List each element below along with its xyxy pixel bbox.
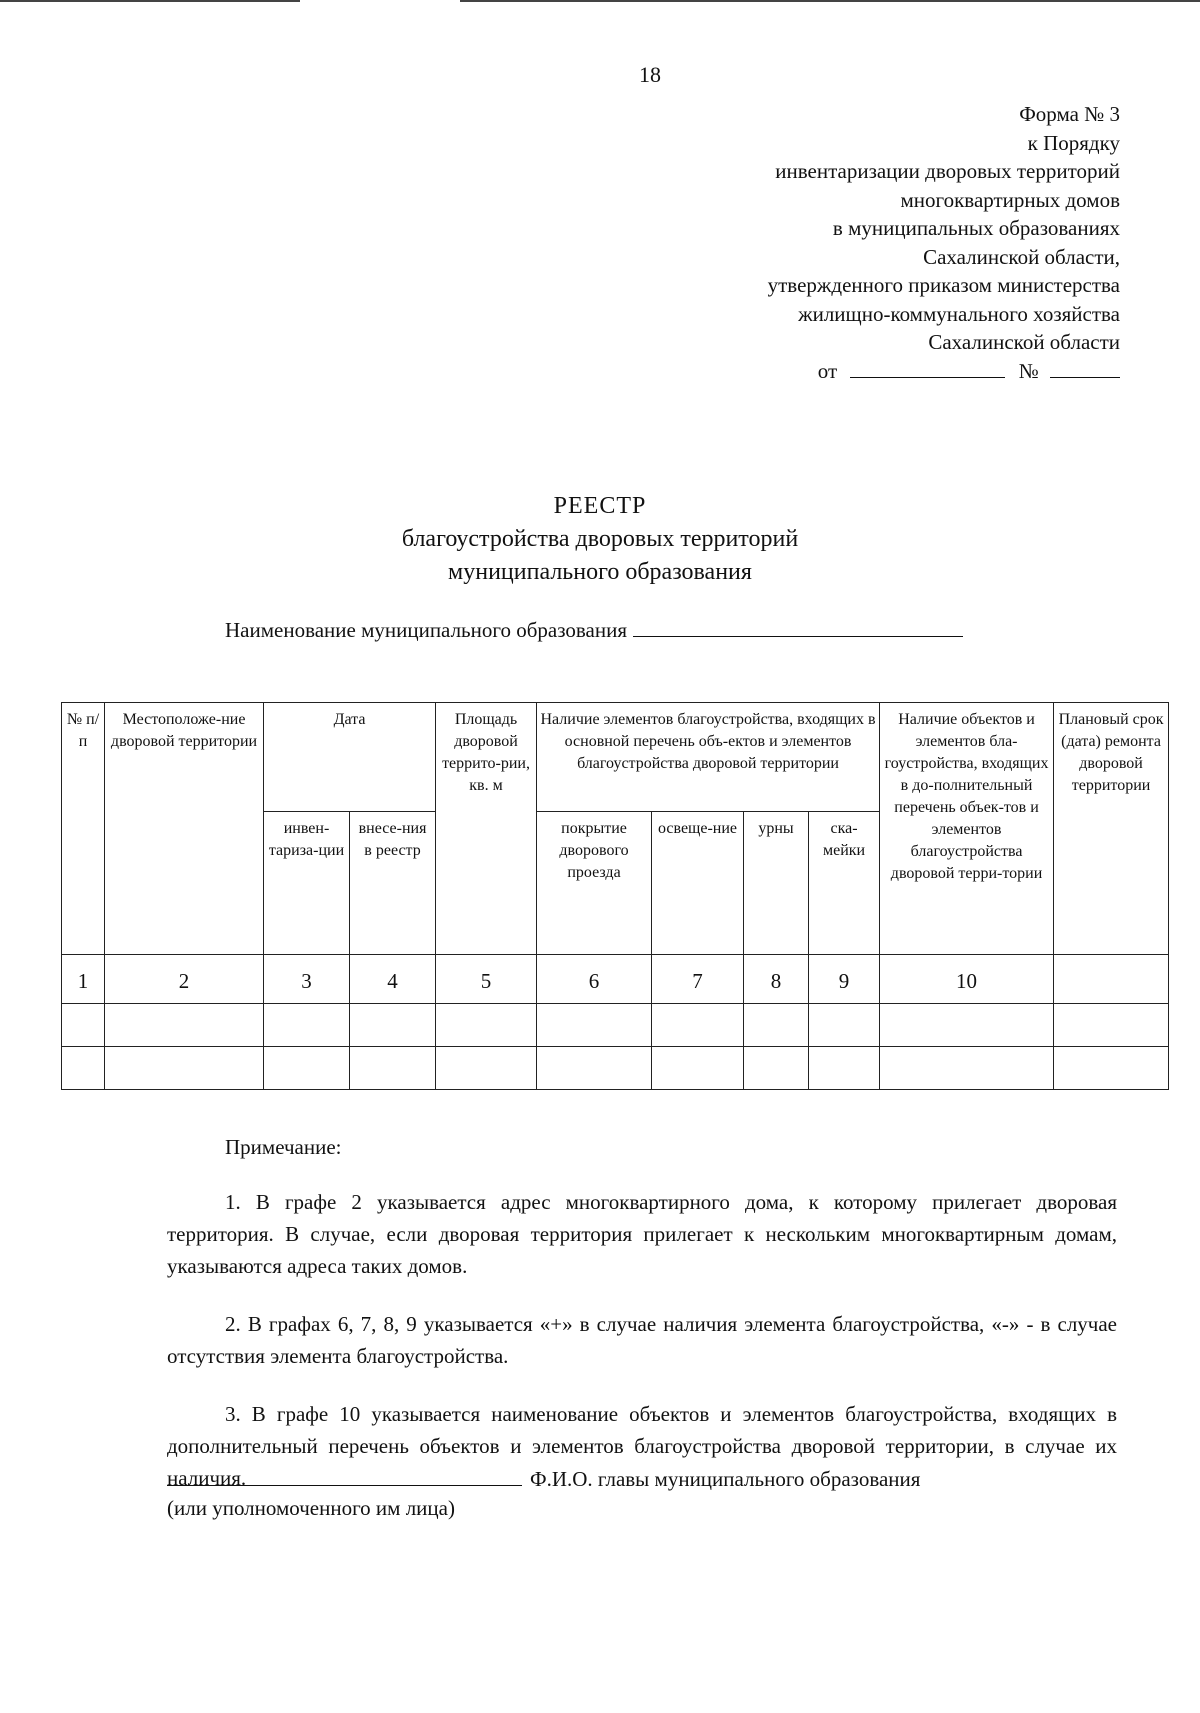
approval-line: к Порядку [1027, 130, 1120, 155]
page-number: 18 [639, 62, 661, 87]
table-cell[interactable] [436, 1047, 537, 1090]
column-number: 5 [436, 955, 537, 1004]
column-number: 4 [350, 955, 436, 1004]
approval-line: в муниципальных образованиях [832, 216, 1120, 240]
table-cell[interactable] [62, 1004, 105, 1047]
title-line: благоустройства дворовых территорий [401, 526, 799, 552]
table-cell[interactable] [809, 1047, 880, 1090]
column-number: 7 [652, 955, 744, 1004]
column-number: 8 [744, 955, 809, 1004]
table-cell[interactable] [652, 1004, 744, 1047]
approval-line: Форма № 3 [1019, 102, 1120, 126]
signature-block [167, 1467, 920, 1521]
column-number: 10 [880, 955, 1054, 1004]
notes-title: Примечание: [225, 1135, 342, 1159]
title-main: РЕЕСТР [553, 493, 647, 519]
header-main-list: Наличие элементов благоустройства, входящих в основной перечень объ-ектов и элементов благоустройства дворовой территории [537, 703, 880, 812]
approval-line: Сахалинской области [928, 330, 1120, 354]
header-planned: Плановый срок (дата) ремонта дворовой территории [1054, 703, 1169, 955]
registry-table [61, 702, 1169, 1090]
notes-section [167, 1135, 1117, 1520]
document-title [0, 490, 1200, 589]
table-cell[interactable] [744, 1047, 809, 1090]
header-date-inventory: инвен-тариза-ции [264, 812, 350, 955]
table-cell[interactable] [350, 1047, 436, 1090]
note-item: 2. В графах 6, 7, 8, 9 указывается «+» в случае наличия элемента благоустройства, «-» - в случае отсутствия элемента благоустройства. [167, 1312, 1117, 1368]
municipality-name-line [225, 618, 963, 643]
note-item: 1. В графе 2 указывается адрес многоквартирного дома, к которому прилегает дворовая территория. В случае, если дворовая территория прилегает к нескольким многоквартирным домам, указываются адреса таких домов. [167, 1190, 1117, 1278]
table-cell[interactable] [880, 1004, 1054, 1047]
approval-line: многоквартирных домов [900, 187, 1120, 212]
header-lighting: освеще-ние [652, 812, 744, 955]
title-line: муниципального образования [448, 559, 752, 585]
number-label: № [1018, 358, 1039, 383]
column-number: 2 [105, 955, 264, 1004]
header-date: Дата [264, 703, 436, 812]
table-cell[interactable] [537, 1004, 652, 1047]
column-number: 3 [264, 955, 350, 1004]
number-blank[interactable] [1050, 361, 1120, 378]
from-label: от [817, 358, 838, 383]
column-number: 9 [809, 955, 880, 1004]
approval-line: жилищно-коммунального хозяйства [798, 301, 1120, 326]
table-cell[interactable] [105, 1047, 264, 1090]
approval-line: инвентаризации дворовых территорий [775, 159, 1120, 183]
approval-block [600, 100, 1120, 385]
top-edge-rule [0, 0, 1200, 3]
header-date-registry: внесе-ния в реестр [350, 812, 436, 955]
column-number: 6 [537, 955, 652, 1004]
table-cell[interactable] [652, 1047, 744, 1090]
header-location: Местоположе-ние дворовой территории [105, 703, 264, 955]
header-benches: ска-мейки [809, 812, 880, 955]
signature-sublabel: (или уполномоченного им лица) [167, 1496, 455, 1520]
signature-label: Ф.И.О. главы муниципального образования [530, 1467, 921, 1491]
column-number-row [62, 955, 1169, 1004]
municipality-label: Наименование муниципального образования [225, 618, 627, 642]
table-cell[interactable] [264, 1047, 350, 1090]
table-cell[interactable] [1054, 1047, 1169, 1090]
header-bins: урны [744, 812, 809, 955]
table-header-row [62, 703, 1169, 812]
table-cell[interactable] [1054, 1004, 1169, 1047]
table-cell[interactable] [809, 1004, 880, 1047]
table-row [62, 1047, 1169, 1090]
municipality-blank[interactable] [633, 620, 963, 637]
table-cell[interactable] [350, 1004, 436, 1047]
header-num: № п/п [62, 703, 105, 955]
table-cell[interactable] [537, 1047, 652, 1090]
table-cell[interactable] [436, 1004, 537, 1047]
signature-line [167, 1467, 920, 1492]
table-cell[interactable] [880, 1047, 1054, 1090]
table-cell[interactable] [62, 1047, 105, 1090]
table-cell[interactable] [744, 1004, 809, 1047]
note-item: 3. В графе 10 указывается наименование объектов и элементов благоустройства, входящих в дополнительный перечень объектов и элементов благоустройства дворовой территории, в случае их наличия. [167, 1402, 1117, 1490]
date-blank[interactable] [850, 361, 1005, 378]
approval-date-number-line [600, 357, 1120, 386]
approval-line: Сахалинской области, [923, 244, 1120, 269]
signature-blank[interactable] [167, 1469, 522, 1486]
approval-line: утвержденного приказом министерства [767, 273, 1120, 297]
column-number [1054, 955, 1169, 1004]
column-number: 1 [62, 955, 105, 1004]
table-row [62, 1004, 1169, 1047]
table-cell[interactable] [105, 1004, 264, 1047]
header-cover: покрытие дворового проезда [537, 812, 652, 955]
header-extra-list: Наличие объектов и элементов бла-гоустройства, входящих в до-полнительный перечень объек-тов и элементов благоустройства дворовой терри-тории [880, 703, 1054, 955]
header-area: Площадь дворовой террито-рии, кв. м [436, 703, 537, 955]
table-cell[interactable] [264, 1004, 350, 1047]
